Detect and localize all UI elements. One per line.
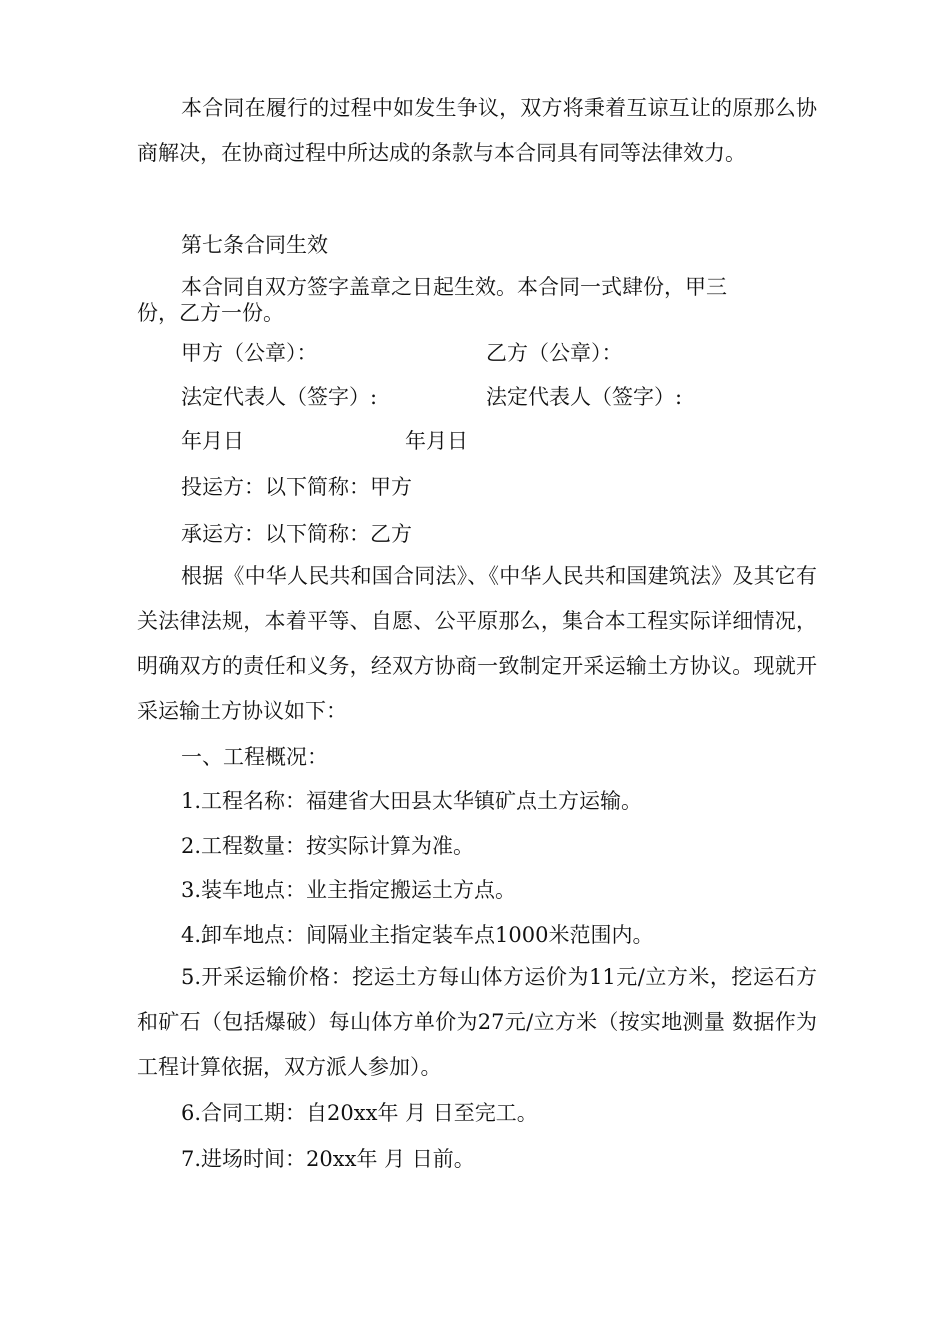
party-a-seal-label: 甲方（公章）： bbox=[181, 341, 318, 365]
dispute-resolution-paragraph: 本合同在履行的过程中如发生争议，双方将秉着互谅互让的原那么协商解决，在协商过程中所达成的条款与本合同具有同等法律效力。 bbox=[137, 96, 817, 165]
carrier-line: 承运方：以下简称：乙方 bbox=[181, 522, 412, 546]
legal-basis-paragraph: 根据《中华人民共和国合同法》、《中华人民共和国建筑法》及其它有关法律法规，本着平等、自愿、公平原那么，集合本工程实际详细情况，明确双方的责任和义务，经双方协商一致制定开采运输土方协议。现就开采运输土方协议如下： bbox=[137, 564, 817, 723]
party-a-representative-label: 法定代表人（签字）: bbox=[181, 385, 378, 409]
effective-paragraph-line1: 本合同自双方签字盖章之日起生效。本合同一式肆份，甲三 bbox=[181, 275, 727, 299]
party-b-seal-label: 乙方（公章）： bbox=[486, 341, 623, 365]
shipper-line: 投运方：以下简称：甲方 bbox=[181, 475, 412, 499]
party-a-date-label: 年月日 bbox=[181, 429, 244, 453]
item-project-quantity: 2.工程数量：按实际计算为准。 bbox=[181, 834, 475, 858]
item-transport-price: 5.开采运输价格：挖运土方每山体方运价为11元/立方米，挖运石方和矿石（包括爆破）每山体方单价为27元/立方米（按实地测量 数据作为工程计算依据，双方派人参加）。 bbox=[137, 965, 817, 1079]
party-b-representative-label: 法定代表人（签字）: bbox=[486, 385, 683, 409]
item-loading-location: 3.装车地点：业主指定搬运土方点。 bbox=[181, 878, 517, 902]
article7-heading: 第七条合同生效 bbox=[181, 233, 328, 257]
item-project-name: 1.工程名称：福建省大田县太华镇矿点土方运输。 bbox=[181, 789, 643, 813]
party-b-date-label: 年月日 bbox=[405, 429, 468, 453]
item-unloading-location: 4.卸车地点：间隔业主指定装车点1000米范围内。 bbox=[181, 923, 654, 947]
effective-paragraph-line2: 份，乙方一份。 bbox=[137, 301, 284, 325]
section1-heading: 一、工程概况： bbox=[181, 745, 328, 769]
item-contract-period: 6.合同工期：自20xx年 月 日至完工。 bbox=[181, 1101, 538, 1125]
item-entry-time: 7.进场时间：20xx年 月 日前。 bbox=[181, 1147, 475, 1171]
